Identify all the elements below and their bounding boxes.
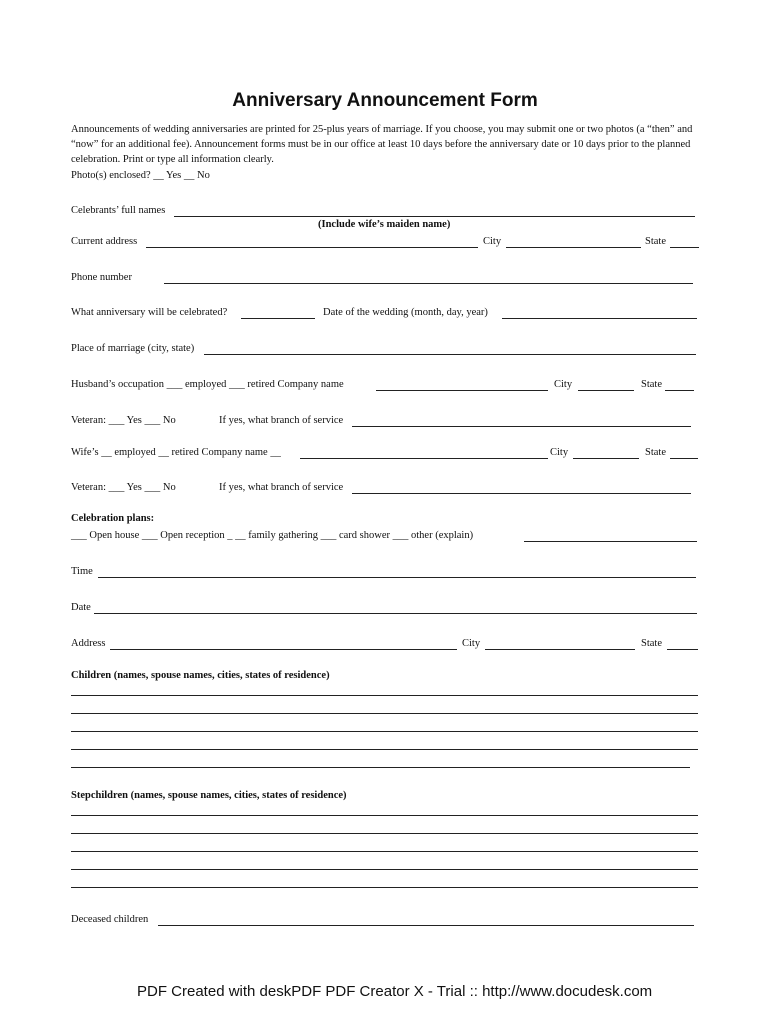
husband-state-field[interactable] bbox=[665, 390, 694, 391]
celebration-options[interactable]: ___ Open house ___ Open reception _ __ family gathering ___ card shower ___ other (explain) bbox=[71, 530, 474, 541]
anniversary-field[interactable] bbox=[241, 318, 315, 319]
husband-branch-label: If yes, what branch of service bbox=[219, 415, 344, 426]
stepchildren-heading: Stepchildren (names, spouse names, cities, states of residence) bbox=[71, 790, 347, 801]
wife-veteran[interactable]: Veteran: ___ Yes ___ No bbox=[71, 482, 176, 493]
wedding-date-field[interactable] bbox=[502, 318, 697, 319]
date-label: Date bbox=[71, 602, 91, 613]
city-field[interactable] bbox=[506, 247, 641, 248]
trial-watermark-footer: PDF Created with deskPDF PDF Creator X - Trial :: http://www.docudesk.com bbox=[137, 983, 653, 1000]
address-field[interactable] bbox=[110, 649, 457, 650]
address-label: Address bbox=[71, 638, 106, 649]
deceased-label: Deceased children bbox=[71, 914, 149, 925]
form-title: Anniversary Announcement Form bbox=[232, 90, 538, 111]
date-field[interactable] bbox=[94, 613, 697, 614]
time-label: Time bbox=[71, 566, 93, 577]
stepchildren-line-3[interactable] bbox=[71, 851, 698, 852]
celebrants-field[interactable] bbox=[174, 216, 695, 217]
children-line-4[interactable] bbox=[71, 749, 698, 750]
husband-veteran[interactable]: Veteran: ___ Yes ___ No bbox=[71, 415, 176, 426]
wife-branch-label: If yes, what branch of service bbox=[219, 482, 344, 493]
address-city-field[interactable] bbox=[485, 649, 635, 650]
stepchildren-line-2[interactable] bbox=[71, 833, 698, 834]
wife-city-field[interactable] bbox=[573, 458, 639, 459]
deceased-field[interactable] bbox=[158, 925, 694, 926]
wife-company-field[interactable] bbox=[300, 458, 548, 459]
phone-field[interactable] bbox=[164, 283, 693, 284]
husband-company-field[interactable] bbox=[376, 390, 548, 391]
address-state-label: State bbox=[641, 638, 662, 649]
celebration-heading: Celebration plans: bbox=[71, 513, 155, 524]
state-field[interactable] bbox=[670, 247, 699, 248]
wife-state-label: State bbox=[645, 447, 666, 458]
stepchildren-line-4[interactable] bbox=[71, 869, 698, 870]
husband-occupation-label: Husband’s occupation ___ employed ___ retired Company name bbox=[71, 379, 344, 390]
intro-paragraph: Announcements of wedding anniversaries are printed for 25-plus years of marriage. If you choose, you may submit one or two photos (a “then” and “now” for an additional fee). Announcement forms must be in our office at least 10 days before the anniversary date or 10 days prior to the planned celebration. Print or type all information clearly. bbox=[71, 124, 693, 165]
husband-city-field[interactable] bbox=[578, 390, 634, 391]
city-label: City bbox=[483, 236, 502, 247]
time-field[interactable] bbox=[98, 577, 696, 578]
husband-branch-field[interactable] bbox=[352, 426, 691, 427]
anniversary-label: What anniversary will be celebrated? bbox=[71, 307, 228, 318]
address-state-field[interactable] bbox=[667, 649, 698, 650]
children-line-1[interactable] bbox=[71, 695, 698, 696]
wedding-date-label: Date of the wedding (month, day, year) bbox=[323, 307, 488, 318]
wife-branch-field[interactable] bbox=[352, 493, 691, 494]
children-line-2[interactable] bbox=[71, 713, 698, 714]
stepchildren-line-1[interactable] bbox=[71, 815, 698, 816]
husband-state-label: State bbox=[641, 379, 662, 390]
current-address-label: Current address bbox=[71, 236, 138, 247]
wife-state-field[interactable] bbox=[670, 458, 698, 459]
stepchildren-line-5[interactable] bbox=[71, 887, 698, 888]
maiden-name-note: (Include wife’s maiden name) bbox=[318, 219, 451, 230]
celebrants-label: Celebrants’ full names bbox=[71, 205, 166, 216]
husband-city-label: City bbox=[554, 379, 573, 390]
place-field[interactable] bbox=[204, 354, 696, 355]
children-line-3[interactable] bbox=[71, 731, 698, 732]
children-heading: Children (names, spouse names, cities, states of residence) bbox=[71, 670, 330, 681]
phone-label: Phone number bbox=[71, 272, 132, 283]
celebration-other-field[interactable] bbox=[524, 541, 697, 542]
photos-enclosed[interactable]: Photo(s) enclosed? __ Yes __ No bbox=[71, 170, 210, 181]
wife-city-label: City bbox=[550, 447, 569, 458]
wife-occupation-label: Wife’s __ employed __ retired Company name __ bbox=[71, 447, 281, 458]
children-line-5[interactable] bbox=[71, 767, 690, 768]
place-label: Place of marriage (city, state) bbox=[71, 343, 195, 354]
address-city-label: City bbox=[462, 638, 481, 649]
state-label: State bbox=[645, 236, 666, 247]
current-address-field[interactable] bbox=[146, 247, 478, 248]
